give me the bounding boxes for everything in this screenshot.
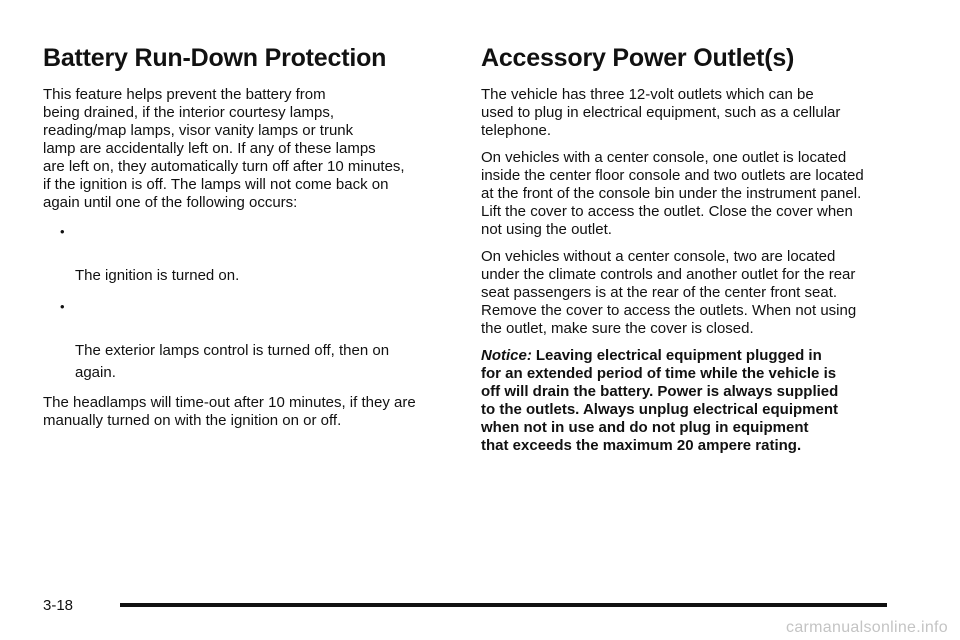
list-item [43, 296, 453, 384]
outlets-paragraph-1: The vehicle has three 12-volt outlets which can be used to plug in electrical equipment, such as a cellular telephone. [481, 86, 841, 139]
notice-label: Notice: [481, 347, 532, 364]
page-number: 3-18 [43, 597, 74, 614]
list-item-text: The ignition is turned on. [75, 267, 240, 284]
headlamps-paragraph: The headlamps will time-out after 10 minutes, if they are manually turned on with the ignition on or off. [43, 394, 416, 429]
notice-paragraph [481, 347, 901, 455]
conditions-list [43, 221, 453, 384]
list-item-text: The exterior lamps control is turned off, then on again. [75, 342, 390, 381]
section-heading-outlets: Accessory Power Outlet(s) [481, 44, 795, 72]
left-column [43, 40, 453, 439]
right-column [481, 40, 901, 464]
watermark: carmanualsonline.info [786, 619, 948, 636]
bullet-icon: • [60, 224, 65, 239]
footer-rule [120, 603, 887, 607]
outlets-paragraph-2: On vehicles with a center console, one outlet is located inside the center floor console and two outlets are located at the front of the console bin under the instrument panel. Lift the cover to access the outlet. Close the cover when not using the outlet. [481, 149, 864, 238]
battery-intro-paragraph: This feature helps prevent the battery from being drained, if the interior courtesy lamps, reading/map lamps, visor vanity lamps or trunk lamp are accidentally left on. If any of these lamps are left on, they automatically turn off after 10 minutes, if the ignition is off. The lamps will not come back on again until one of the following occurs: [43, 86, 405, 211]
section-heading-battery: Battery Run-Down Protection [43, 44, 387, 72]
outlets-paragraph-3: On vehicles without a center console, two are located under the climate controls and another outlet for the rear seat passengers is at the rear of the center front seat. Remove the cover to access the outlets. When not using the outlet, make sure the cover is closed. [481, 248, 857, 337]
bullet-icon: • [60, 299, 65, 314]
list-item [43, 221, 453, 287]
notice-text: Leaving electrical equipment plugged in for an extended period of time while the vehicle is off will drain the battery. Power is always supplied to the outlets. Always unplug electrical equipment when not in use and do not plug in equipment that exceeds the maximum 20 ampere rating. [481, 347, 839, 454]
